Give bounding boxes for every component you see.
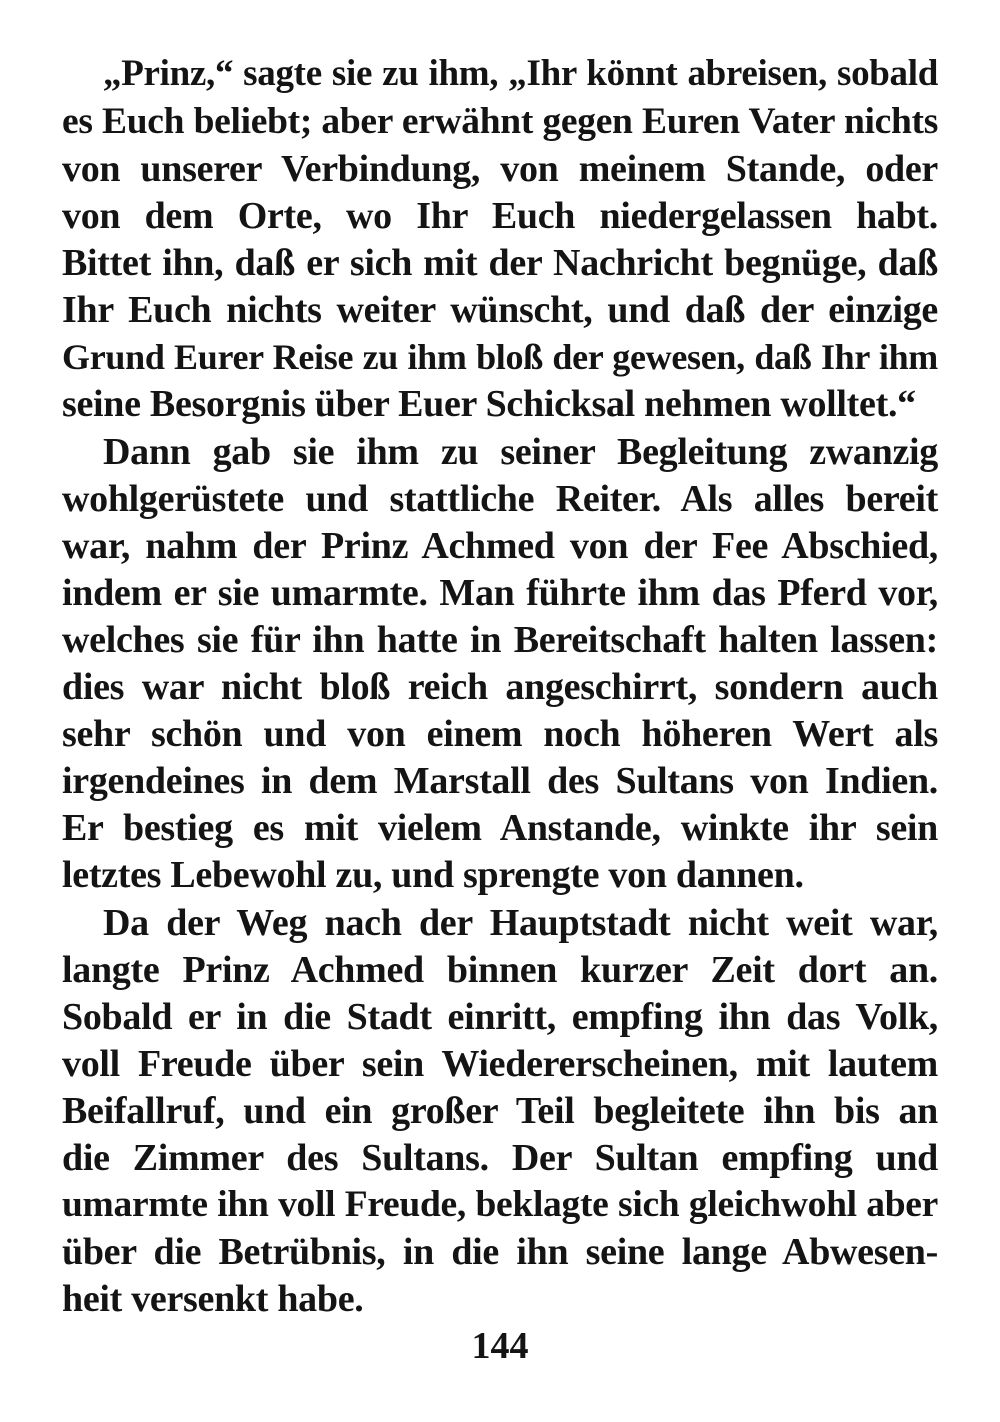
text-line: war, nahm der Prinz Achmed von der Fee Abschied, [62, 525, 938, 567]
text-line: irgendeines in dem Marstall des Sultans von Indien. [62, 760, 938, 802]
text-line: welches sie für ihn hatte in Bereitschaft halten lassen: [62, 619, 938, 661]
text-line: von dem Orte, wo Ihr Euch niedergelassen habt. [62, 195, 938, 237]
text-line: seine Besorgnis über Euer Schicksal nehmen wolltet.“ [62, 383, 916, 425]
text-line: von unserer Verbindung, von meinem Stande, oder [62, 148, 938, 190]
text-line: dies war nicht bloß reich angeschirrt, sondern auch [62, 666, 938, 708]
text-line: heit versenkt habe. [62, 1278, 364, 1320]
text-line: Ihr Euch nichts weiter wünscht, und daß der einzige [62, 289, 938, 331]
text-line: umarmte ihn voll Freude, beklagte sich gleichwohl aber [62, 1184, 938, 1225]
text-line: Beifallruf, und ein großer Teil begleitete ihn bis an [62, 1090, 938, 1132]
text-line: langte Prinz Achmed binnen kurzer Zeit dort an. [62, 949, 938, 991]
text-line: über die Betrübnis, in die ihn seine lange Abwesen- [62, 1231, 938, 1273]
text-line: wohlgerüstete und stattliche Reiter. Als alles bereit [62, 478, 938, 520]
text-line: voll Freude über sein Wiedererscheinen, mit lautem [62, 1043, 938, 1085]
text-line: es Euch beliebt; aber erwähnt gegen Euren Vater nichts [62, 101, 938, 142]
text-line: Sobald er in die Stadt einritt, empfing ihn das Volk, [62, 996, 938, 1038]
text-line: Da der Weg nach der Hauptstadt nicht weit war, [103, 902, 938, 944]
text-line: Dann gab sie ihm zu seiner Begleitung zwanzig [103, 431, 938, 473]
text-line: „Prinz,“ sagte sie zu ihm, „Ihr könnt abreisen, sobald [103, 53, 938, 94]
text-line: die Zimmer des Sultans. Der Sultan empfing und [62, 1137, 938, 1179]
text-line: indem er sie umarmte. Man führte ihm das Pferd vor, [62, 572, 938, 614]
text-line: Bittet ihn, daß er sich mit der Nachricht begnüge, daß [62, 242, 938, 284]
text-line: Grund Eurer Reise zu ihm bloß der gewesen, daß Ihr ihm [62, 337, 938, 377]
text-line: Er bestieg es mit vielem Anstande, winkte ihr sein [62, 807, 938, 849]
text-line: sehr schön und von einem noch höheren Wert als [62, 713, 938, 755]
text-line: letztes Lebewohl zu, und sprengte von dannen. [62, 854, 804, 896]
page-number: 144 [471, 1325, 529, 1367]
